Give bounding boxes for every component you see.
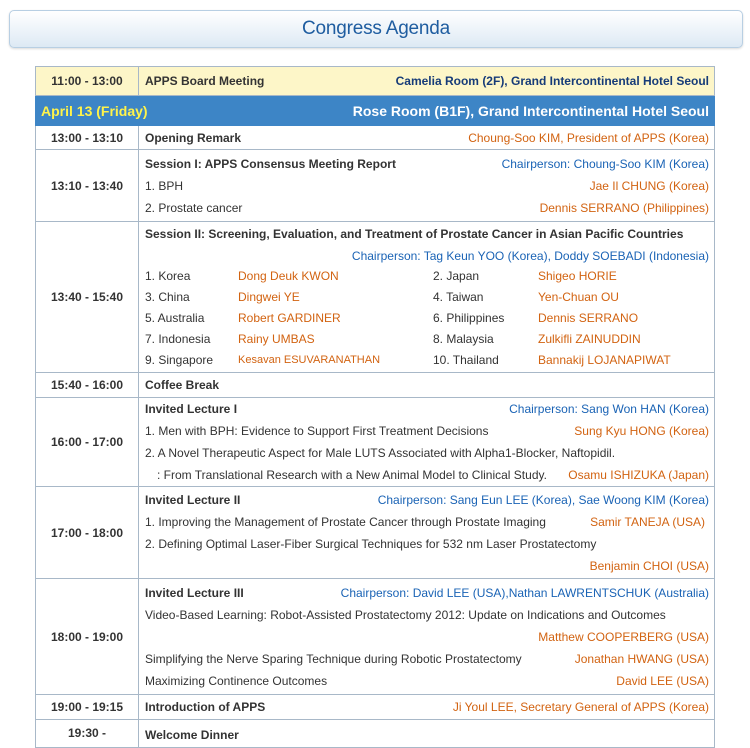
chairperson: Chairperson: Choung-Soo KIM (Korea) — [501, 156, 709, 171]
country-label: 6. Philippines — [433, 311, 505, 325]
day-header-row — [36, 96, 715, 126]
speaker-name: Jae Il CHUNG (Korea) — [589, 178, 709, 193]
lecture2-row — [36, 487, 715, 579]
speaker-name: Samir TANEJA (USA) — [590, 514, 705, 529]
lecture1-row — [36, 398, 715, 487]
time-cell: 13:40 - 15:40 — [36, 222, 139, 373]
chairperson: Chairperson: Sang Eun LEE (Korea), Sae Woong KIM (Korea) — [377, 492, 709, 507]
speaker-name: Matthew COOPERBERG (USA) — [538, 629, 709, 644]
dinner-row — [36, 720, 715, 748]
country-label: 7. Indonesia — [145, 332, 211, 346]
chairperson: Chairperson: Tag Keun YOO (Korea), Doddy SOEBADI (Indonesia) — [351, 248, 709, 263]
agenda-item: Video-Based Learning: Robot-Assisted Prostatectomy 2012: Update on Indications and Outcomes — [145, 607, 666, 622]
agenda-item: Maximizing Continence Outcomes — [145, 673, 328, 688]
page-title: Congress Agenda — [301, 18, 451, 39]
speaker-name: Choung-Soo KIM, President of APPS (Korea) — [468, 130, 709, 145]
speaker-name: Osamu ISHIZUKA (Japan) — [568, 468, 709, 482]
speaker-name: Benjamin CHOI (USA) — [589, 558, 709, 573]
chairperson: Chairperson: David LEE (USA),Nathan LAWRENTSCHUK (Australia) — [340, 585, 709, 600]
time-cell: 13:00 - 13:10 — [36, 126, 139, 150]
event-title: Coffee Break — [145, 378, 220, 392]
agenda-item: 2. Defining Optimal Laser-Fiber Surgical Techniques for 532 nm Laser Prostatectomy — [145, 536, 597, 551]
day-location: Rose Room (B1F), Grand Intercontinental Hotel Seoul — [352, 102, 709, 119]
time-cell: 19:00 - 19:15 — [36, 695, 139, 720]
speaker-name: David LEE (USA) — [616, 673, 709, 688]
time-cell: 16:00 - 17:00 — [36, 398, 139, 487]
speaker-name: Dennis SERRANO (Philippines) — [539, 200, 709, 215]
country-speaker-grid — [145, 266, 709, 371]
agenda-item: 1. Improving the Management of Prostate Cancer through Prostate Imaging — [145, 514, 546, 529]
agenda-item: 1. BPH — [145, 178, 184, 193]
session1-row — [36, 150, 715, 222]
speaker-name: Dennis SERRANO — [538, 311, 639, 325]
speaker-name: Jonathan HWANG (USA) — [574, 651, 709, 666]
country-label: 5. Australia — [145, 311, 205, 325]
event-title: Opening Remark — [145, 130, 242, 145]
country-label: 4. Taiwan — [433, 290, 484, 304]
session-title: Invited Lecture I — [145, 402, 238, 416]
event-location: Camelia Room (2F), Grand Intercontinental Hotel Seoul — [395, 74, 709, 88]
session2-row — [36, 222, 715, 373]
event-title: APPS Board Meeting — [145, 74, 265, 88]
country-label: 10. Thailand — [433, 353, 499, 367]
lecture3-row — [36, 579, 715, 695]
speaker-name: Robert GARDINER — [238, 311, 341, 325]
country-label: 2. Japan — [433, 269, 480, 283]
time-cell: 19:30 - — [36, 720, 139, 748]
speaker-name: Bannakij LOJANAPIWAT — [538, 353, 671, 367]
event-title: Introduction of APPS — [145, 700, 266, 714]
country-label: 9. Singapore — [145, 353, 214, 367]
speaker-name: Yen-Chuan OU — [538, 290, 619, 304]
country-label: 3. China — [145, 290, 190, 304]
time-cell: 18:00 - 19:00 — [36, 579, 139, 695]
coffee-break-row — [36, 373, 715, 398]
speaker-name: Zulkifli ZAINUDDIN — [538, 332, 641, 346]
day-date: April 13 (Friday) — [41, 102, 148, 119]
time-cell: 11:00 - 13:00 — [36, 67, 139, 96]
speaker-name: Sung Kyu HONG (Korea) — [574, 424, 709, 438]
speaker-name: Kesavan ESUVARANATHAN — [238, 354, 381, 366]
speaker-name: Dong Deuk KWON — [238, 269, 339, 283]
session-title: Session II: Screening, Evaluation, and Treatment of Prostate Cancer in Asian Pacific Countries — [145, 227, 684, 241]
session-title: Session I: APPS Consensus Meeting Report — [145, 156, 396, 171]
speaker-name: Shigeo HORIE — [538, 269, 617, 283]
time-cell: 15:40 - 16:00 — [36, 373, 139, 398]
time-cell: 13:10 - 13:40 — [36, 150, 139, 222]
agenda-header — [9, 10, 743, 48]
time-cell: 17:00 - 18:00 — [36, 487, 139, 579]
agenda-table — [35, 66, 715, 748]
session-title: Invited Lecture III — [145, 585, 244, 600]
agenda-item: Simplifying the Nerve Sparing Technique during Robotic Prostatectomy — [145, 651, 522, 666]
chairperson: Chairperson: Sang Won HAN (Korea) — [509, 402, 709, 416]
country-label: 8. Malaysia — [433, 332, 494, 346]
opening-row — [36, 126, 715, 150]
speaker-name: Ji Youl LEE, Secretary General of APPS (Korea) — [452, 700, 709, 714]
agenda-item-continued: : From Translational Research with a New Animal Model to Clinical Study. — [157, 468, 547, 482]
introduction-row — [36, 695, 715, 720]
session-title: Invited Lecture II — [145, 492, 241, 507]
agenda-item: 2. Prostate cancer — [145, 200, 243, 215]
speaker-name: Rainy UMBAS — [238, 332, 315, 346]
agenda-item: 1. Men with BPH: Evidence to Support First Treatment Decisions — [145, 424, 489, 438]
board-meeting-row — [36, 67, 715, 96]
event-title: Welcome Dinner — [145, 727, 239, 742]
agenda-item: 2. A Novel Therapeutic Aspect for Male LUTS Associated with Alpha1-Blocker, Naftopidil. — [145, 446, 616, 460]
country-label: 1. Korea — [145, 269, 191, 283]
speaker-name: Dingwei YE — [238, 290, 300, 304]
